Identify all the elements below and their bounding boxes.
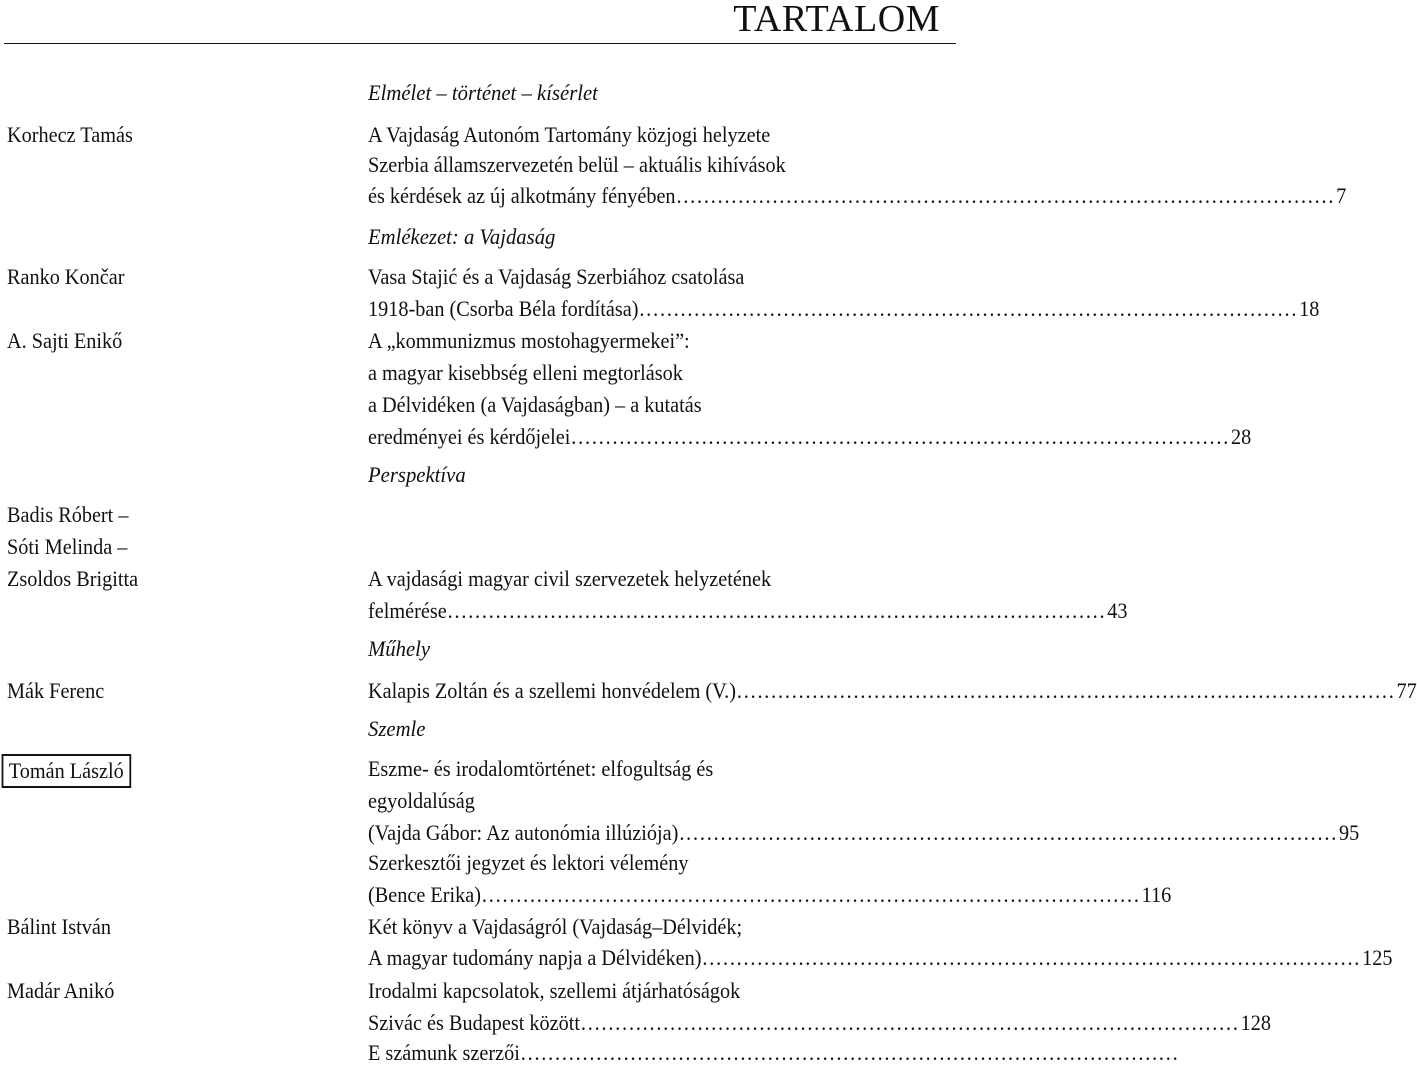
author-toman-box [7,754,131,788]
entry-7-text: (Bence Erika) [368,882,482,907]
section-heading-perspective: Perspektíva [368,462,466,487]
section-heading-review: Szemle [368,716,426,741]
section-heading-theory: Elmélet – történet – kísérlet [368,80,598,105]
dot-leader: ................................................................................................ [481,882,1141,907]
entry-9-text: Szivác és Budapest között [368,1010,581,1035]
author-korhecz: Korhecz Tamás [7,122,133,147]
entry-3-line-4 [368,422,1252,452]
entry-6-page: 95 [1339,820,1360,845]
entry-6-line-3 [368,818,1360,848]
entry-8-text: A magyar tudomány napja a Délvidéken) [368,945,702,970]
author-mak: Mák Ferenc [7,678,105,703]
entry-9-page: 128 [1240,1010,1271,1035]
entry-7-line-1: Szerkesztői jegyzet és lektori vélemény [368,850,689,875]
entry-3-line-2: a magyar kisebbség elleni megtorlások [368,360,683,385]
dot-leader: ................................................................................................ [580,1010,1240,1035]
author-soti: Sóti Melinda – [7,534,128,559]
entry-2-page: 18 [1299,296,1320,321]
dot-leader: ................................................................................................ [676,183,1336,208]
entry-2-text: 1918-ban (Csorba Béla fordítása) [368,296,639,321]
entry-1-page: 7 [1336,183,1347,208]
dot-leader: ................................................................................................ [702,945,1362,970]
dot-leader: ................................................................................................ [639,296,1299,321]
author-toman: Tomán László [2,754,131,788]
dot-leader: ................................................................................................ [679,820,1339,845]
entry-7-line-2 [368,880,1172,910]
entry-6-text: (Vajda Gábor: Az autonómia illúziója) [368,820,679,845]
entry-6-line-2: egyoldalúság [368,788,475,813]
dot-leader: ................................................................................................ [520,1040,1180,1065]
entry-8-line-1: Két könyv a Vajdaságról (Vajdaság–Délvidék; [368,914,743,939]
entry-9-line-1: Irodalmi kapcsolatok, szellemi átjárhatóságok [368,978,741,1003]
page-title: TARTALOM [733,0,940,40]
entry-8-line-2 [368,943,1393,973]
author-badis: Badis Róbert – [7,502,129,527]
entry-1-line-2: Szerbia államszervezetén belül – aktuális kihívások [368,152,786,177]
section-heading-memory: Emlékezet: a Vajdaság [368,224,556,249]
author-madar: Madár Anikó [7,978,115,1003]
dot-leader: ................................................................................................ [447,598,1107,623]
entry-9-line-2 [368,1008,1271,1038]
entry-1-line-3 [368,181,1347,211]
dot-leader: ................................................................................................ [736,678,1396,703]
author-koncar: Ranko Končar [7,264,125,289]
entry-4-page: 43 [1107,598,1128,623]
entry-1-line-1: A Vajdaság Autonóm Tartomány közjogi helyzete [368,122,771,147]
entry-3-line-3: a Délvidéken (a Vajdaságban) – a kutatás [368,392,702,417]
entry-4-line-2 [368,596,1128,626]
author-zsoldos: Zsoldos Brigitta [7,566,139,591]
author-sajti: A. Sajti Enikő [7,328,123,353]
entry-3-page: 28 [1231,424,1252,449]
entry-8-page: 125 [1362,945,1393,970]
entry-4-text: felmérése [368,598,447,623]
entry-6-line-1: Eszme- és irodalomtörténet: elfogultság és [368,756,714,781]
title-rule [4,43,956,44]
author-balint: Bálint István [7,914,112,939]
entry-2-line-1: Vasa Stajić és a Vajdaság Szerbiához csatolása [368,264,745,289]
entry-5-page: 77 [1396,678,1417,703]
entry-10-line-1 [368,1038,1180,1068]
entry-7-page: 116 [1141,882,1172,907]
entry-5-text: Kalapis Zoltán és a szellemi honvédelem (V.) [368,678,736,703]
entry-5-line-1 [368,676,1417,706]
entry-1-text: és kérdések az új alkotmány fényében [368,183,676,208]
entry-10-text: E számunk szerzői [368,1040,520,1065]
entry-3-text: eredményei és kérdőjelei [368,424,571,449]
dot-leader: ................................................................................................ [571,424,1231,449]
entry-4-line-1: A vajdasági magyar civil szervezetek helyzetének [368,566,772,591]
entry-2-line-2 [368,294,1320,324]
entry-3-line-1: A „kommunizmus mostohagyermekei”: [368,328,690,353]
section-heading-workshop: Műhely [368,636,431,661]
